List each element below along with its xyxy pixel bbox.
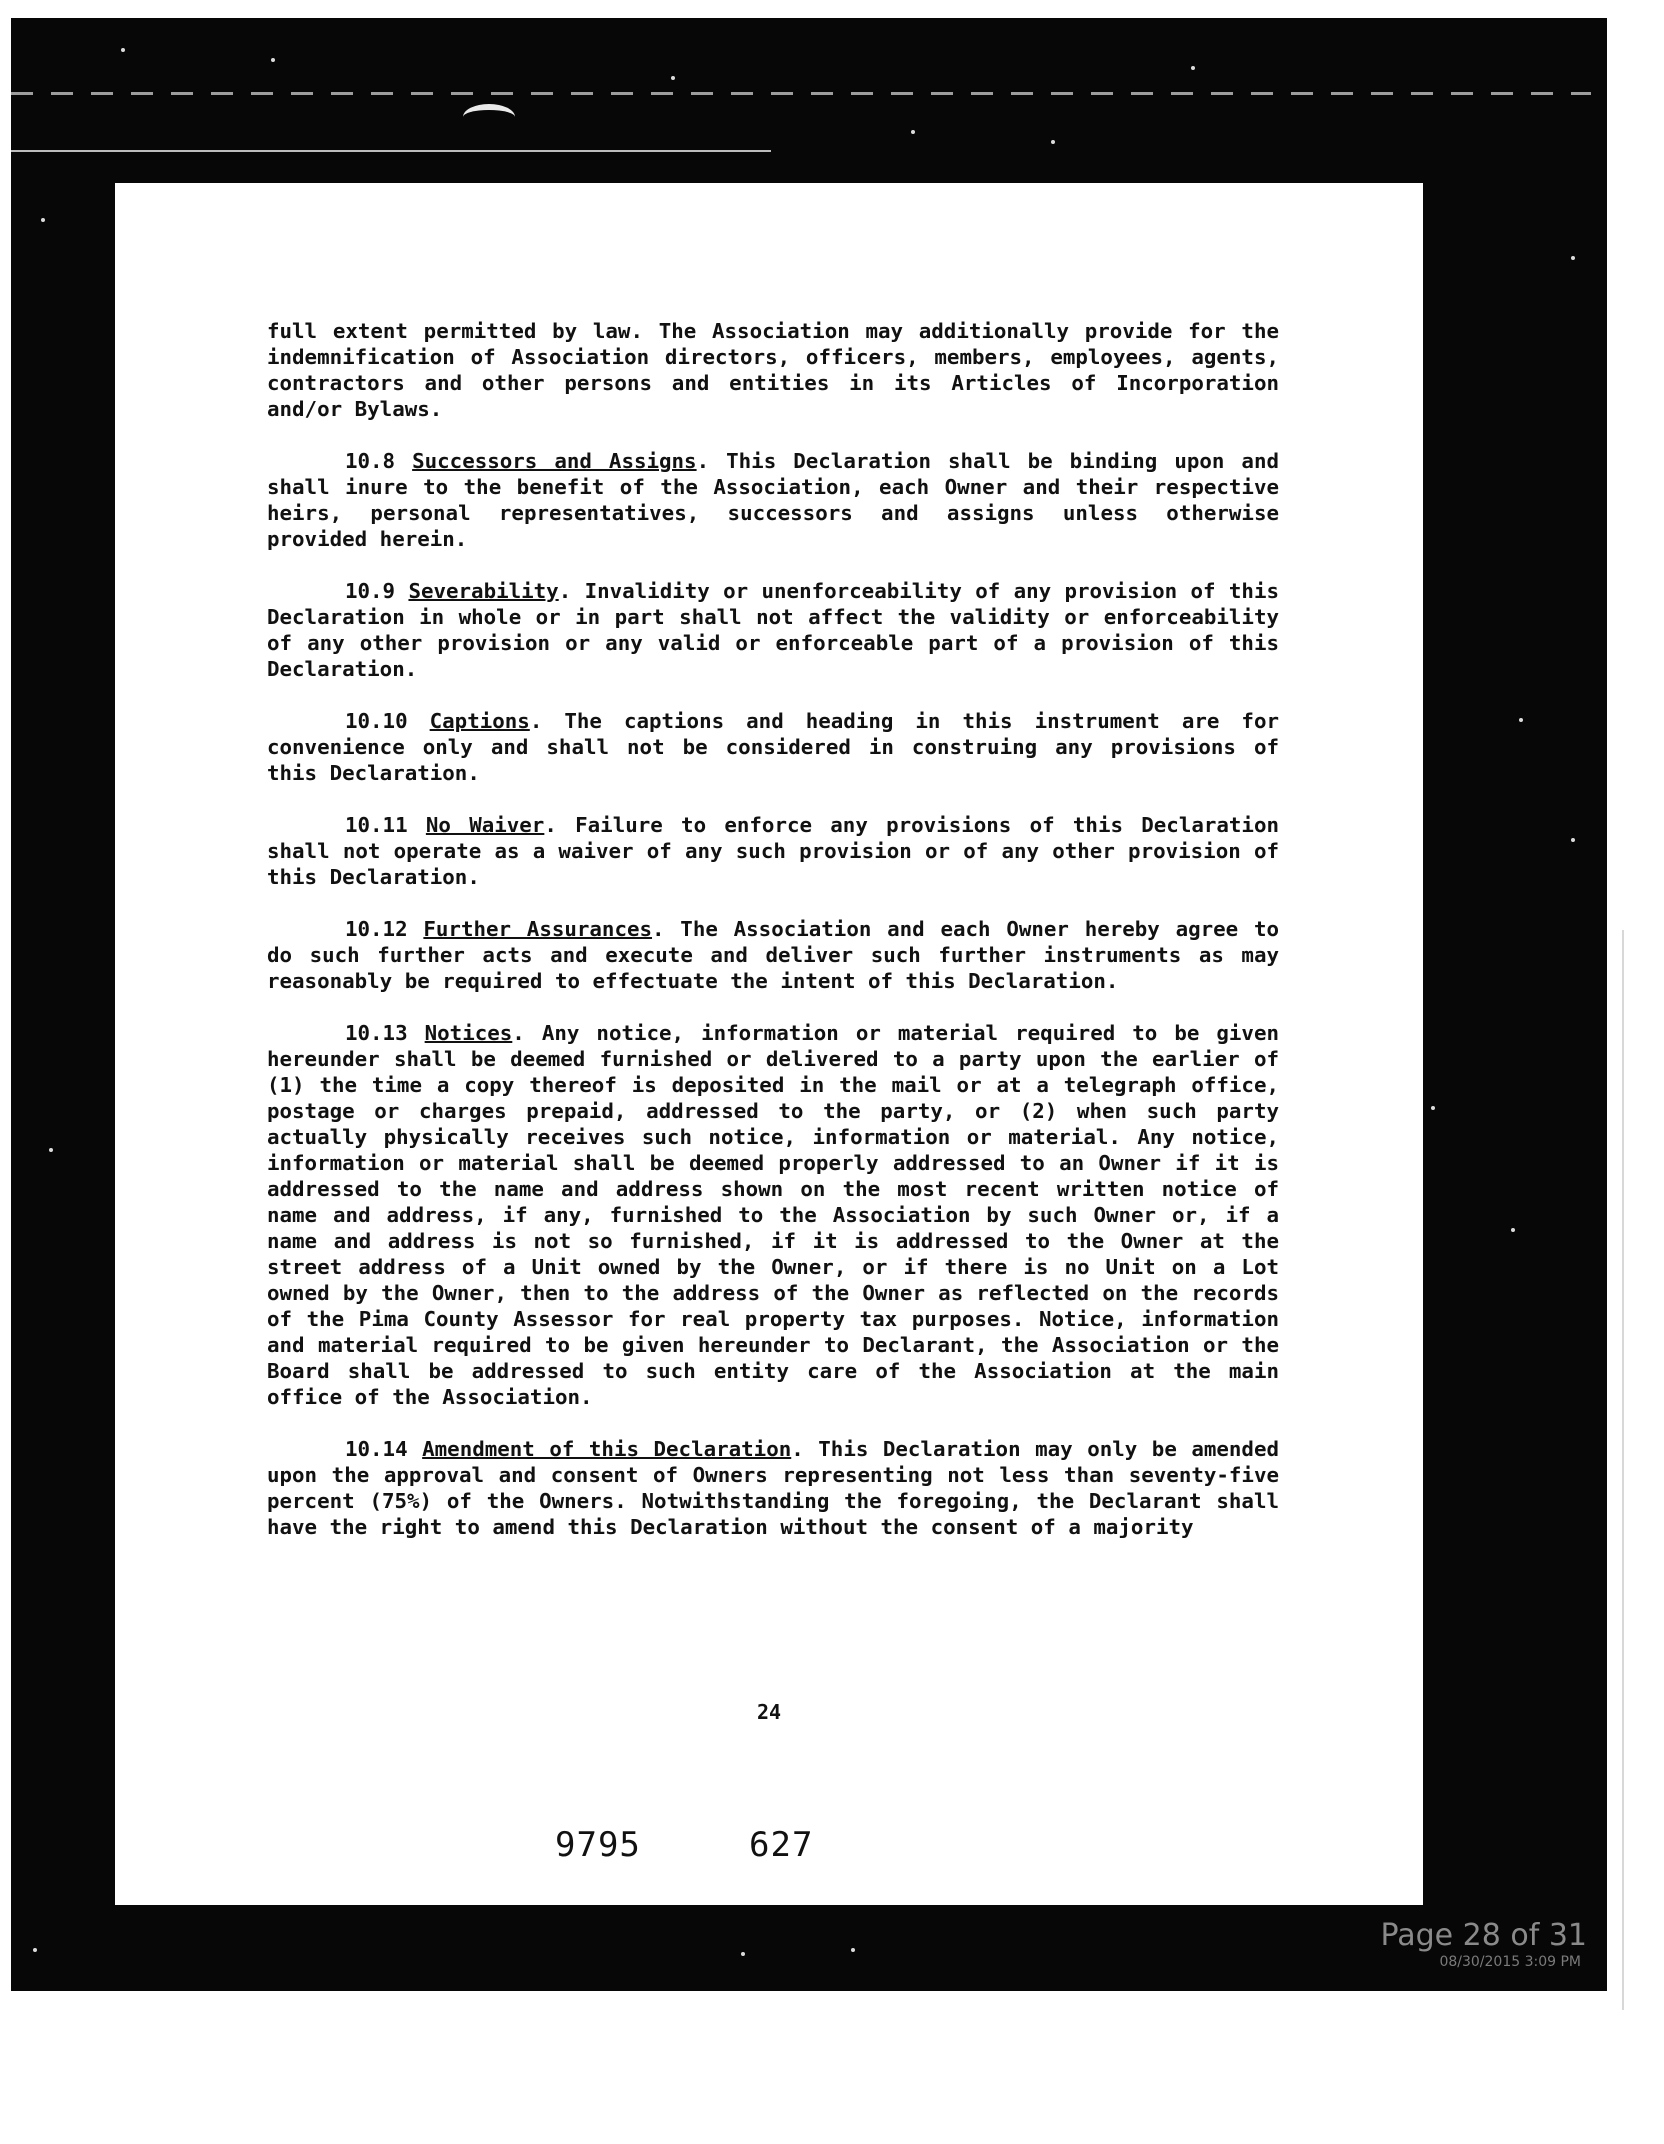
section-heading: Further Assurances: [423, 917, 653, 941]
paragraph-text: . Any notice, information or material required to be given hereunder shall be deemed furnished or delivered to a party upon the earlier of (1) the time a copy thereof is deposited in the mail or at a telegraph office, postage or charges prepaid, addressed to the party, or (2) when such party actually physically receives such notice, information or material. Any notice, information or material shall be deemed properly addressed to an Owner if it is addressed to the name and address shown on the most recent written notice of name and address, if any, furnished to the Association by such Owner or, if a name and address is not so furnished, if it is addressed to the Owner at the street address of a Unit owned by the Owner, or if there is no Unit on a Lot owned by the Owner, then to the address of the Owner as reflected on the records of the Pima County Assessor for real property tax purposes. Notice, information and material required to be given hereunder to Declarant, the Association or the Board shall be addressed to such entity care of the Association at the main office of the Association.: [267, 1021, 1279, 1409]
paragraph-10-12: [267, 916, 1279, 994]
scan-speck: [741, 1952, 745, 1956]
paragraph-text: full extent permitted by law. The Association may additionally provide for the indemnification of Association directors, officers, members, employees, agents, contractors and other persons and entities in its Articles of Incorporation and/or Bylaws.: [267, 319, 1279, 421]
scan-mark: [463, 104, 515, 130]
scan-speck: [1051, 140, 1055, 144]
recording-docket: 9795: [555, 1825, 641, 1865]
scan-speck: [851, 1948, 855, 1952]
section-heading: No Waiver: [425, 813, 545, 837]
scan-speck: [49, 1148, 53, 1152]
scan-header-line: [11, 92, 1591, 95]
paragraph-10-10: [267, 708, 1279, 786]
paragraph-10-9: [267, 578, 1279, 682]
section-heading: Severability: [408, 579, 559, 603]
section-heading: Amendment of this Declaration: [422, 1437, 792, 1461]
scan-speck: [1571, 256, 1575, 260]
paragraph-10-7-continuation: [267, 318, 1279, 422]
scan-speck: [41, 218, 45, 222]
section-number: 10.8: [345, 449, 396, 473]
section-heading: Successors and Assigns: [412, 449, 697, 473]
section-heading: Notices: [424, 1021, 513, 1045]
paragraph-text: . The Association and each Owner hereby agree to do such further acts and execute and deliver such further instruments as may reasonably be required to effectuate the intent of this Declaration.: [267, 917, 1280, 993]
document-body: [267, 318, 1279, 1566]
scan-speck: [911, 130, 915, 134]
scan-speck: [121, 48, 125, 52]
paragraph-10-11: [267, 812, 1279, 890]
section-number: 10.12: [345, 917, 408, 941]
scanned-page-frame: [11, 18, 1607, 1991]
paragraph-text: . This Declaration may only be amended upon the approval and consent of Owners representing not less than seventy-five percent (75%) of the Owners. Notwithstanding the foregoing, the Declarant shall have the right to amend this Declaration without the consent of a majority: [267, 1437, 1279, 1539]
scan-speck: [33, 1948, 37, 1952]
scan-header-line: [11, 150, 771, 152]
paragraph-text: . The captions and heading in this instrument are for convenience only and shall not be considered in construing any provisions of this Declaration.: [267, 709, 1279, 785]
section-heading: Captions: [429, 709, 530, 733]
recording-page: 627: [749, 1825, 814, 1865]
scan-speck: [1519, 718, 1523, 722]
right-edge-line: [1622, 930, 1624, 2010]
scan-speck: [1191, 66, 1195, 70]
paragraph-text: . Failure to enforce any provisions of this Declaration shall not operate as a waiver of any such provision or of any other provision of this Declaration.: [267, 813, 1279, 889]
section-number: 10.14: [345, 1437, 408, 1461]
section-number: 10.10: [345, 709, 408, 733]
section-number: 10.13: [345, 1021, 408, 1045]
scan-speck: [1571, 838, 1575, 842]
paragraph-text: . Invalidity or unenforceability of any provision of this Declaration in whole or in part shall not affect the validity or enforceability of any other provision or any valid or enforceable part of a provision of this Declaration.: [267, 579, 1279, 681]
document-page: [115, 183, 1423, 1905]
paragraph-10-8: [267, 448, 1279, 552]
section-number: 10.9: [345, 579, 396, 603]
scan-speck: [1511, 1228, 1515, 1232]
paragraph-text: . This Declaration shall be binding upon and shall inure to the benefit of the Association, each Owner and their respective heirs, personal representatives, successors and assigns unless otherwise provided herein.: [267, 449, 1279, 551]
paragraph-10-14: [267, 1436, 1279, 1540]
viewer-page-indicator: Page 28 of 31: [1380, 1918, 1587, 1953]
scan-speck: [271, 58, 275, 62]
scan-speck: [1431, 1106, 1435, 1110]
scan-speck: [671, 76, 675, 80]
page-number: 24: [756, 1700, 782, 1724]
paragraph-10-13: [267, 1020, 1279, 1410]
viewer-timestamp: 08/30/2015 3:09 PM: [1439, 1954, 1581, 1970]
section-number: 10.11: [345, 813, 408, 837]
